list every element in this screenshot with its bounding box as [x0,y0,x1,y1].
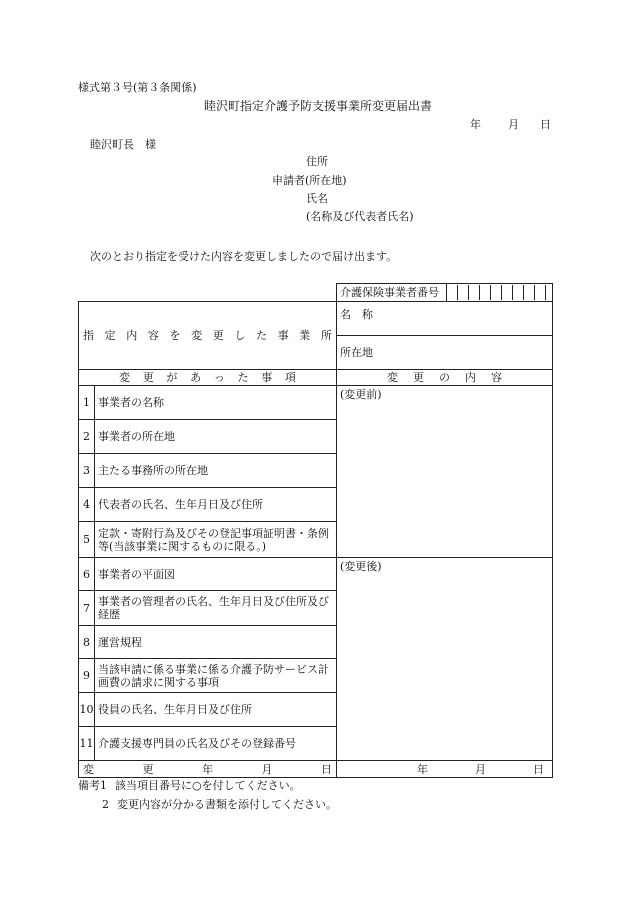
change-date-parts [417,763,544,776]
item-text: 事業者の名称 [95,386,337,420]
office-label-cell [79,302,337,370]
office-name-label: 名 称 [340,308,373,321]
note-1-num: 1 [100,779,107,792]
item-number[interactable]: 8 [79,626,95,659]
item-text: 役員の氏名、生年月日及び住所 [95,693,337,727]
change-date-label-text-2: 更 [142,762,154,776]
change-date-label-text-4: 月 [261,762,273,776]
change-date-year: 年 [417,762,428,776]
insurer-number-boxes[interactable] [447,284,553,302]
item-number[interactable]: 4 [79,488,95,522]
item-number[interactable]: 10 [79,693,95,727]
note-1-text: 該当項目番号に○を付してください。 [115,779,301,792]
before-change-field[interactable] [337,386,553,558]
change-date-label [83,763,332,776]
item-number[interactable]: 9 [79,659,95,693]
items-header-cell [79,370,337,386]
item-text: 代表者の氏名、生年月日及び住所 [95,488,337,522]
office-label: 指 定 内 容 を 変 更 し た 事 業 所 [83,329,332,342]
item-number[interactable]: 5 [79,522,95,558]
insurer-number-label: 介護保険事業者番号 [337,284,447,302]
items-header: 変 更 が あ っ た 事 項 [119,371,296,384]
item-number[interactable]: 1 [79,386,95,420]
item-text: 事業者の管理者の氏名、生年月日及び住所及び経歴 [95,591,337,626]
item-number[interactable]: 11 [79,727,95,761]
date-month-label: 月 [508,118,519,131]
change-date-label-cell [79,761,337,778]
change-date-month: 月 [475,762,486,776]
table-row[interactable] [79,386,553,420]
name-label: 氏名 [306,192,328,205]
item-number[interactable]: 7 [79,591,95,626]
content-header-cell [337,370,553,386]
form-number: 様式第３号(第３条関係) [78,81,197,94]
note-2 [102,798,337,812]
item-text: 事業者の所在地 [95,420,337,454]
intro-text: 次のとおり指定を受けた内容を変更しましたので届け出ます。 [90,250,398,263]
item-text: 事業者の平面図 [95,558,337,591]
item-text: 介護支援専門員の氏名及びその登録番号 [95,727,337,761]
change-date-label-text-1: 変 [83,762,94,776]
change-date-field[interactable] [337,761,553,778]
addressee: 睦沢町長 様 [90,138,156,151]
office-location-field[interactable] [337,336,553,370]
change-form-table [78,283,553,778]
date-year-label: 年 [470,118,481,131]
office-name-field[interactable] [337,302,553,336]
item-text: 主たる事務所の所在地 [95,454,337,488]
after-change-label: (変更後) [340,560,382,573]
note-2-num: 2 [102,798,109,811]
table-row[interactable] [79,558,553,591]
change-date-day: 日 [533,762,544,776]
item-number[interactable]: 2 [79,420,95,454]
note-2-text: 変更内容が分かる書類を添付してください。 [117,798,337,811]
item-text: 運営規程 [95,626,337,659]
after-change-field[interactable] [337,558,553,761]
before-change-label: (変更前) [340,388,382,401]
item-number[interactable]: 6 [79,558,95,591]
notes-label: 備考 [78,779,100,792]
item-number[interactable]: 3 [79,454,95,488]
change-date-label-text-3: 年 [202,762,213,776]
item-text: 定款・寄附行為及びその登記事項証明書・条例等(当該事業に関するものに限る。) [95,522,337,558]
note-1 [78,779,301,793]
document-title: 睦沢町指定介護予防支援事業所変更届出書 [204,99,433,113]
applicant-label: 申請者(所在地) [272,174,347,187]
office-location-label: 所在地 [340,346,373,359]
item-text: 当該申請に係る事業に係る介護予防サービス計画費の請求に関する事項 [95,659,337,693]
address-label: 住所 [306,155,328,168]
change-date-label-text-5: 日 [321,762,332,776]
name-note: (名称及び代表者氏名) [306,210,414,223]
content-header: 変 更 の 内 容 [387,371,502,384]
date-day-label: 日 [540,118,551,131]
